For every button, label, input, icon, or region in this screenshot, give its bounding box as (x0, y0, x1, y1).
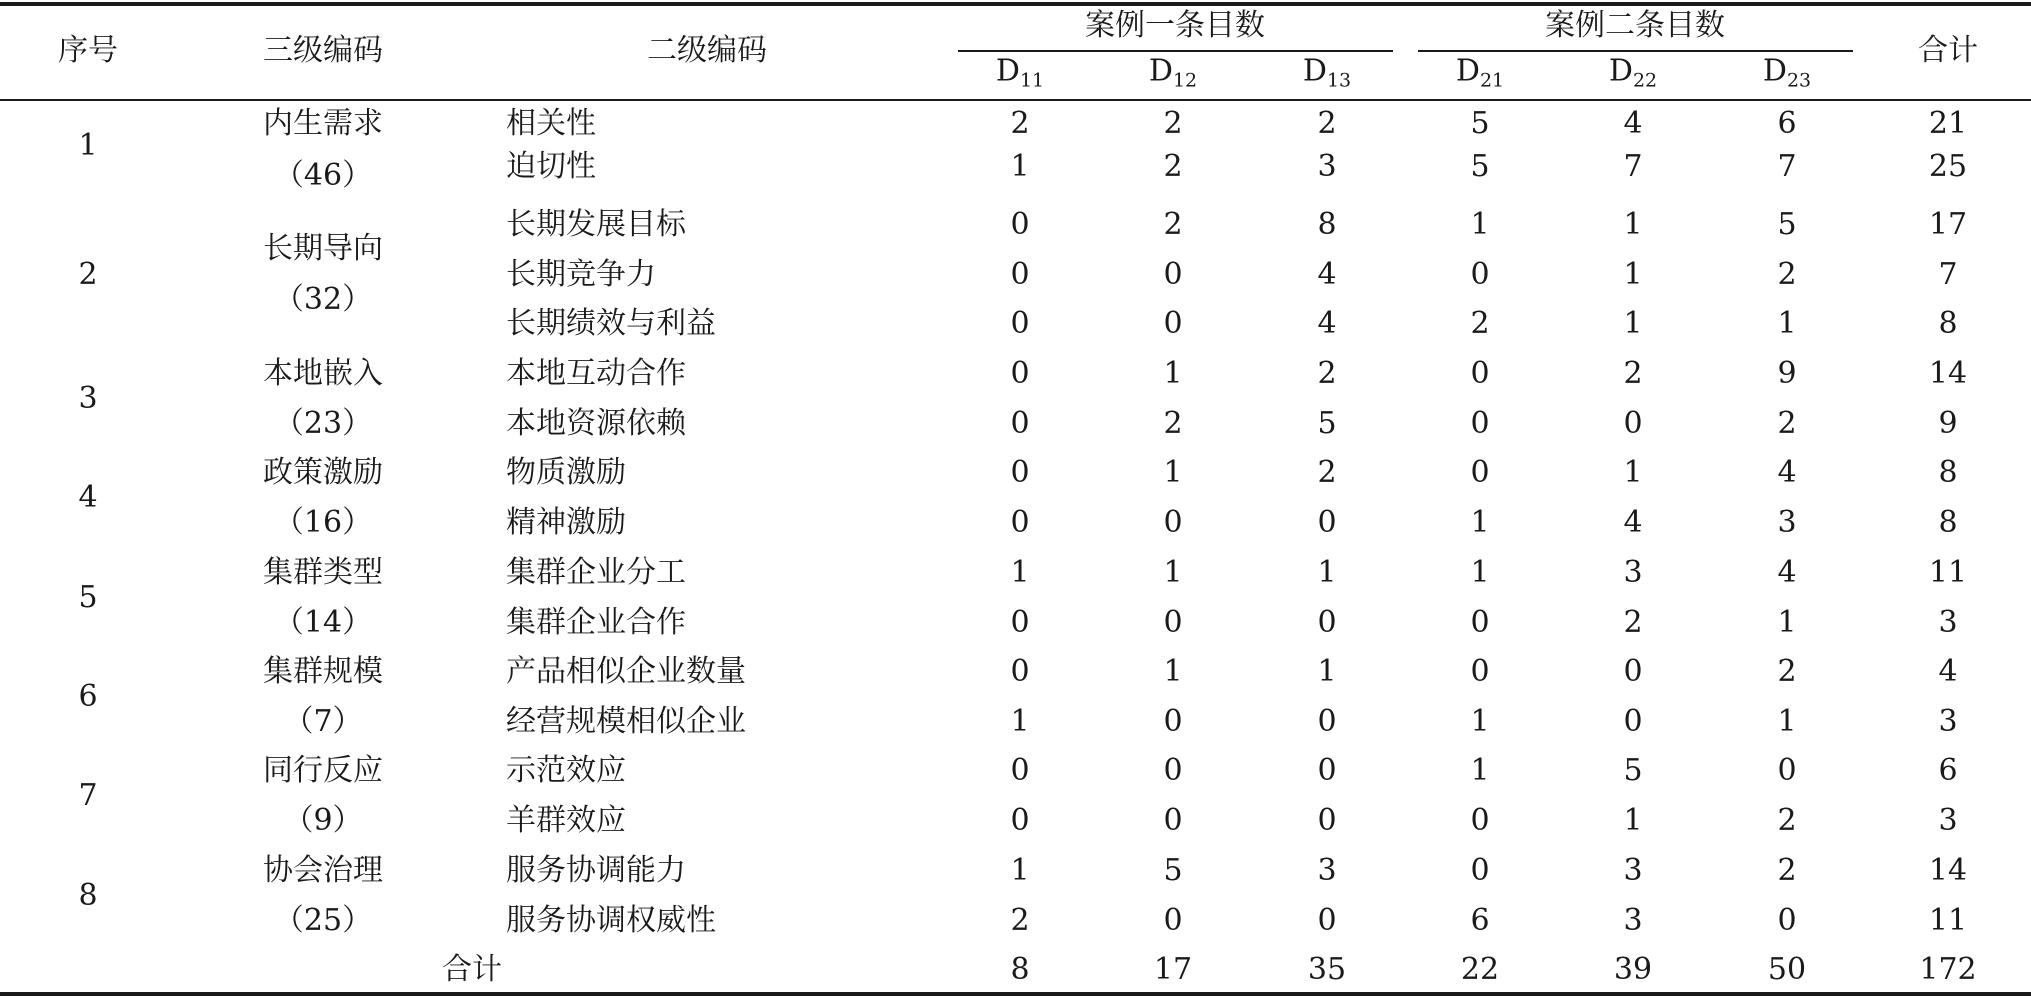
row-value: 5 (1470, 106, 1490, 141)
row-value: 2 (1163, 207, 1183, 242)
row-value: 0 (1317, 505, 1337, 540)
row-value: 0 (1317, 803, 1337, 838)
row-code: 羊群效应 (506, 803, 626, 838)
row-value: 1 (1010, 853, 1030, 888)
row-total: 9 (1938, 406, 1958, 441)
row-value: 2 (1777, 654, 1797, 689)
header-seq: 序号 (58, 33, 118, 68)
row-value: 1 (1470, 555, 1490, 590)
row-value: 0 (1317, 753, 1337, 788)
subcolumn-base: D (1302, 53, 1327, 89)
row-value: 0 (1163, 803, 1183, 838)
row-value: 3 (1623, 903, 1643, 938)
row-value: 2 (1163, 106, 1183, 141)
group-seq: 2 (78, 256, 98, 292)
row-value: 2 (1317, 356, 1337, 391)
group-name: 内生需求 (263, 106, 383, 141)
row-value: 5 (1777, 207, 1797, 242)
row-value: 1 (1623, 257, 1643, 292)
row-value: 6 (1470, 903, 1490, 938)
row-value: 4 (1777, 555, 1797, 590)
header-subcolumn (1609, 54, 1657, 99)
footer-value: 35 (1307, 952, 1347, 987)
group-seq: 8 (78, 878, 98, 913)
footer-value: 39 (1613, 952, 1653, 987)
row-value: 1 (1623, 207, 1643, 242)
row-code: 示范效应 (506, 753, 626, 788)
row-value: 0 (1010, 803, 1030, 838)
row-total: 8 (1938, 455, 1958, 490)
row-code: 长期绩效与利益 (506, 306, 716, 341)
group-seq: 7 (78, 778, 98, 813)
row-value: 0 (1163, 753, 1183, 788)
row-code: 精神激励 (506, 505, 626, 540)
subcolumn-base: D (1608, 53, 1633, 89)
case1-underline (958, 50, 1393, 52)
row-value: 1 (1010, 704, 1030, 739)
subcolumn-subscript: 23 (1786, 69, 1812, 92)
header-total: 合计 (1918, 33, 1978, 68)
group-name: 集群类型 (263, 555, 383, 590)
row-value: 0 (1163, 306, 1183, 341)
row-value: 0 (1470, 257, 1490, 292)
table-top-rule (0, 2, 2031, 6)
row-value: 0 (1010, 605, 1030, 640)
row-total: 14 (1928, 853, 1968, 888)
row-value: 0 (1010, 356, 1030, 391)
row-value: 1 (1010, 149, 1030, 184)
row-value: 2 (1470, 306, 1490, 341)
row-value: 0 (1470, 455, 1490, 490)
row-value: 2 (1317, 106, 1337, 141)
group-name: 长期导向 (263, 231, 383, 266)
subcolumn-base: D (995, 53, 1020, 89)
row-value: 0 (1010, 753, 1030, 788)
row-value: 6 (1777, 106, 1797, 141)
table-header-rule (0, 99, 2031, 101)
row-value: 7 (1623, 149, 1643, 184)
group-name: 本地嵌入 (263, 356, 383, 391)
row-total: 3 (1938, 704, 1958, 739)
row-value: 0 (1317, 605, 1337, 640)
row-total: 8 (1938, 306, 1958, 341)
subcolumn-subscript: 11 (1019, 69, 1045, 92)
row-value: 2 (1163, 149, 1183, 184)
group-name: 政策激励 (263, 455, 383, 490)
group-count: （32） (273, 282, 373, 317)
row-value: 4 (1623, 505, 1643, 540)
header-subcolumn (996, 54, 1044, 99)
row-value: 0 (1010, 257, 1030, 292)
row-value: 0 (1623, 704, 1643, 739)
row-total: 11 (1928, 555, 1968, 590)
subcolumn-base: D (1148, 53, 1173, 89)
row-code: 长期竞争力 (506, 257, 656, 292)
row-value: 5 (1163, 853, 1183, 888)
group-seq: 1 (78, 127, 98, 163)
group-count: （9） (283, 803, 363, 838)
row-value: 1 (1623, 803, 1643, 838)
row-value: 0 (1163, 704, 1183, 739)
row-value: 0 (1317, 704, 1337, 739)
row-value: 3 (1777, 505, 1797, 540)
row-value: 2 (1777, 803, 1797, 838)
row-total: 21 (1928, 106, 1968, 141)
row-value: 0 (1470, 654, 1490, 689)
row-value: 0 (1777, 753, 1797, 788)
header-subcolumn (1149, 54, 1197, 99)
subcolumn-subscript: 21 (1479, 69, 1505, 92)
row-value: 0 (1163, 903, 1183, 938)
footer-value: 50 (1767, 952, 1807, 987)
header-case1: 案例一条目数 (1085, 8, 1265, 43)
row-value: 4 (1317, 306, 1337, 341)
row-value: 5 (1317, 406, 1337, 441)
row-value: 4 (1777, 455, 1797, 490)
row-value: 3 (1623, 853, 1643, 888)
row-code: 本地互动合作 (506, 356, 686, 391)
row-code: 相关性 (506, 106, 596, 141)
group-count: （7） (283, 704, 363, 739)
row-value: 2 (1010, 106, 1030, 141)
group-count: （23） (273, 406, 373, 441)
header-subcolumn (1456, 54, 1504, 99)
row-total: 11 (1928, 903, 1968, 938)
row-code: 产品相似企业数量 (506, 654, 746, 689)
row-value: 0 (1163, 257, 1183, 292)
header-case2: 案例二条目数 (1545, 8, 1725, 43)
row-code: 服务协调权威性 (506, 903, 716, 938)
group-count: （16） (273, 505, 373, 540)
row-code: 长期发展目标 (506, 207, 686, 242)
row-value: 1 (1163, 555, 1183, 590)
row-total: 6 (1938, 753, 1958, 788)
row-value: 1 (1317, 654, 1337, 689)
group-name: 同行反应 (263, 753, 383, 788)
row-value: 1 (1623, 306, 1643, 341)
row-total: 25 (1928, 149, 1968, 184)
row-value: 7 (1777, 149, 1797, 184)
row-value: 0 (1010, 455, 1030, 490)
row-value: 0 (1777, 903, 1797, 938)
footer-label: 合计 (442, 952, 502, 987)
row-total: 3 (1938, 803, 1958, 838)
row-code: 迫切性 (506, 149, 596, 184)
row-value: 1 (1623, 455, 1643, 490)
row-value: 0 (1470, 605, 1490, 640)
row-value: 0 (1470, 356, 1490, 391)
row-total: 3 (1938, 605, 1958, 640)
header-subcolumn (1763, 54, 1811, 99)
row-value: 1 (1470, 753, 1490, 788)
row-value: 3 (1317, 853, 1337, 888)
row-value: 1 (1777, 306, 1797, 341)
footer-value: 17 (1153, 952, 1193, 987)
row-value: 0 (1163, 605, 1183, 640)
row-value: 0 (1010, 306, 1030, 341)
group-seq: 5 (78, 580, 98, 615)
table-bottom-rule (0, 992, 2031, 996)
case2-underline (1418, 50, 1853, 52)
row-value: 1 (1010, 555, 1030, 590)
footer-value: 22 (1460, 952, 1500, 987)
row-value: 1 (1317, 555, 1337, 590)
group-count: （14） (273, 605, 373, 640)
row-value: 0 (1010, 207, 1030, 242)
row-value: 4 (1623, 106, 1643, 141)
row-value: 2 (1623, 356, 1643, 391)
subcolumn-subscript: 13 (1326, 69, 1352, 92)
row-code: 服务协调能力 (506, 853, 686, 888)
row-code: 经营规模相似企业 (506, 704, 746, 739)
row-total: 17 (1928, 207, 1968, 242)
row-value: 0 (1623, 406, 1643, 441)
row-value: 0 (1010, 654, 1030, 689)
row-value: 1 (1470, 505, 1490, 540)
row-value: 5 (1470, 149, 1490, 184)
row-value: 2 (1163, 406, 1183, 441)
row-code: 物质激励 (506, 455, 626, 490)
row-value: 0 (1470, 853, 1490, 888)
row-total: 4 (1938, 654, 1958, 689)
row-value: 0 (1010, 505, 1030, 540)
row-value: 1 (1777, 605, 1797, 640)
row-value: 0 (1470, 803, 1490, 838)
row-value: 1 (1777, 704, 1797, 739)
row-value: 2 (1010, 903, 1030, 938)
row-code: 集群企业分工 (506, 555, 686, 590)
row-value: 8 (1317, 207, 1337, 242)
row-value: 0 (1163, 505, 1183, 540)
group-seq: 6 (78, 679, 98, 714)
group-count: （46） (273, 158, 373, 193)
group-count: （25） (273, 903, 373, 938)
group-name: 集群规模 (263, 654, 383, 689)
row-value: 2 (1777, 257, 1797, 292)
row-code: 本地资源依赖 (506, 406, 686, 441)
row-value: 1 (1163, 455, 1183, 490)
row-value: 0 (1623, 654, 1643, 689)
subcolumn-subscript: 22 (1632, 69, 1658, 92)
footer-total: 172 (1919, 952, 1977, 987)
row-value: 2 (1777, 853, 1797, 888)
row-value: 1 (1470, 207, 1490, 242)
header-level2: 二级编码 (647, 33, 767, 68)
row-value: 0 (1317, 903, 1337, 938)
row-value: 2 (1777, 406, 1797, 441)
row-value: 0 (1470, 406, 1490, 441)
row-value: 3 (1623, 555, 1643, 590)
subcolumn-subscript: 12 (1172, 69, 1198, 92)
row-value: 1 (1163, 356, 1183, 391)
row-code: 集群企业合作 (506, 605, 686, 640)
row-total: 14 (1928, 356, 1968, 391)
group-seq: 4 (78, 480, 98, 515)
row-value: 2 (1623, 605, 1643, 640)
header-subcolumn (1303, 54, 1351, 99)
row-value: 4 (1317, 257, 1337, 292)
row-total: 7 (1938, 257, 1958, 292)
subcolumn-base: D (1762, 53, 1787, 89)
row-value: 2 (1317, 455, 1337, 490)
row-value: 5 (1623, 753, 1643, 788)
row-total: 8 (1938, 505, 1958, 540)
group-seq: 3 (78, 381, 98, 416)
group-name: 协会治理 (263, 853, 383, 888)
row-value: 1 (1470, 704, 1490, 739)
subcolumn-base: D (1455, 53, 1480, 89)
row-value: 1 (1163, 654, 1183, 689)
row-value: 0 (1010, 406, 1030, 441)
header-level3: 三级编码 (263, 33, 383, 68)
footer-value: 8 (1010, 952, 1030, 987)
row-value: 3 (1317, 149, 1337, 184)
row-value: 9 (1777, 356, 1797, 391)
